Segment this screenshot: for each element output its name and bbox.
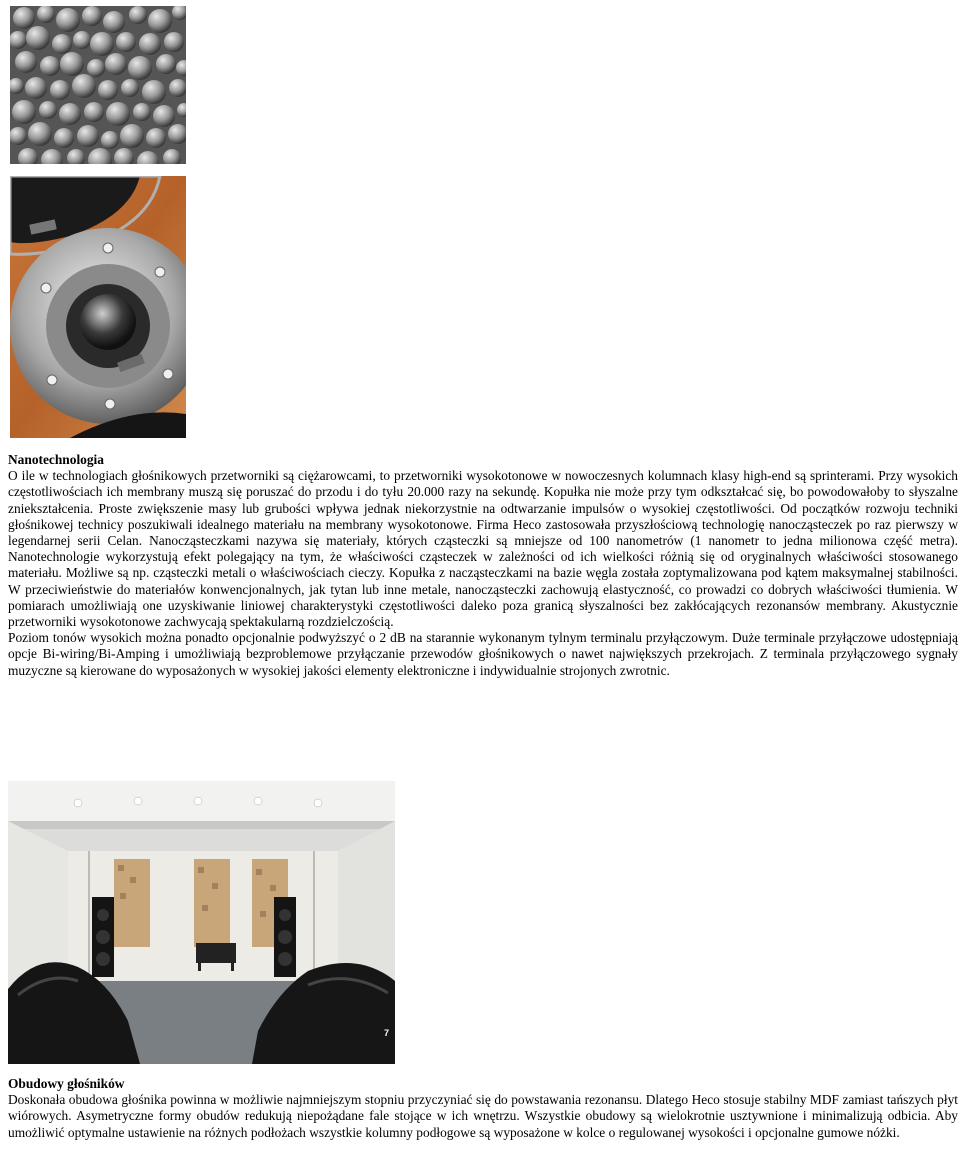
page-number: 7 [383, 1028, 389, 1038]
paragraph: Doskonała obudowa głośnika powinna w możliwie najmniejszym stopniu przyczyniać się do powstawania rezonansu. Dlatego Heco stosuje stabilny MDF zamiast tańszych płyt wiórowych. Asymetryczne formy obudów redukują niepożądane fale stojące w ich wnętrzu. Wszystkie obudowy są wielokrotnie usztywnione i minimalizują odbicia. Aby umożliwić optymalne ustawienie na różnych podłożach wszystkie kolumny podłogowe są wyposażone w kolce o regulowanej wysokości i opcjonalne gumowe nóżki. [8, 1092, 958, 1140]
paragraph: Poziom tonów wysokich można ponadto opcjonalnie podwyższyć o 2 dB na starannie wykonanym tylnym terminalu przyłączowym. Duże terminale przyłączowe udostępniają opcje Bi-wiring/Bi-Amping i umożliwiają bezproblemowe przyłączanie przewodów głośnikowych o nawet największych przekrojach. Z terminala przyłączowego sygnały muzyczne są kierowane do wyposażonych w wysokiej jakości elementy elektroniczne i indywidualnie strojonych zwrotnic. [8, 630, 958, 678]
nanoparticles-image [10, 6, 186, 164]
listening-room-image [8, 781, 395, 1064]
listening-room-illustration [8, 781, 395, 1064]
enclosures-section [8, 1076, 958, 1141]
nanotechnology-section [8, 452, 958, 679]
section-title: Obudowy głośników [8, 1076, 125, 1091]
tweeter-illustration [10, 176, 186, 438]
tweeter-image [10, 176, 186, 438]
section-title: Nanotechnologia [8, 452, 104, 467]
nanoparticles-illustration [10, 6, 186, 164]
paragraph: O ile w technologiach głośnikowych przetworniki są ciężarowcami, to przetworniki wysokotonowe w nowoczesnych kolumnach klasy high-end są sprinterami. Przy wysokich częstotliwościach ich membrany muszą się poruszać do przodu i do tyłu 20.000 razy na sekundę. Kopułka nie może przy tym odkształcać się, bo powodowałoby to słyszalne zniekształcenia. Proste zwiększenie masy lub grubości wpływa jednak niekorzystnie na odtwarzanie impulsów o wysokiej częstotliwości. Od początków rozwoju techniki głośnikowej technicy poszukiwali idealnego materiału na membrany wysokotonowe. Firma Heco zastosowała przyszłościową technologię nanocząsteczek po raz pierwszy w legendarnej serii Celan. Nanocząsteczkami nazywa się materiały, których cząsteczki są mniejsze od 100 nanometrów (1 nanometr to jedna milionowa część metra). Nanotechnologie wykorzystują efekt polegający na tym, że właściwości cząsteczek w zależności od ich wielkości różnią się od oryginalnych właściwości stosowanego materiału. Możliwe są np. cząsteczki metali o właściwościach cieczy. Kopułka z nacząsteczkami na bazie węgla została zoptymalizowana pod kątem maksymalnej stabilności. W przeciwieństwie do materiałów konwencjonalnych, jak tytan lub inne metale, nanocząsteczki zachowują elastyczność, co prowadzi co dobrych właściwości tłumienia. W pomiarach umożliwiają one uzyskiwanie liniowej charakterystyki częstotliwości daleko poza granicą słyszalności bez zakłócających rezonansów membrany. Akustycznie przetworniki wysokotonowe zachwycają spektakularną rozdzielczością. [8, 468, 958, 630]
